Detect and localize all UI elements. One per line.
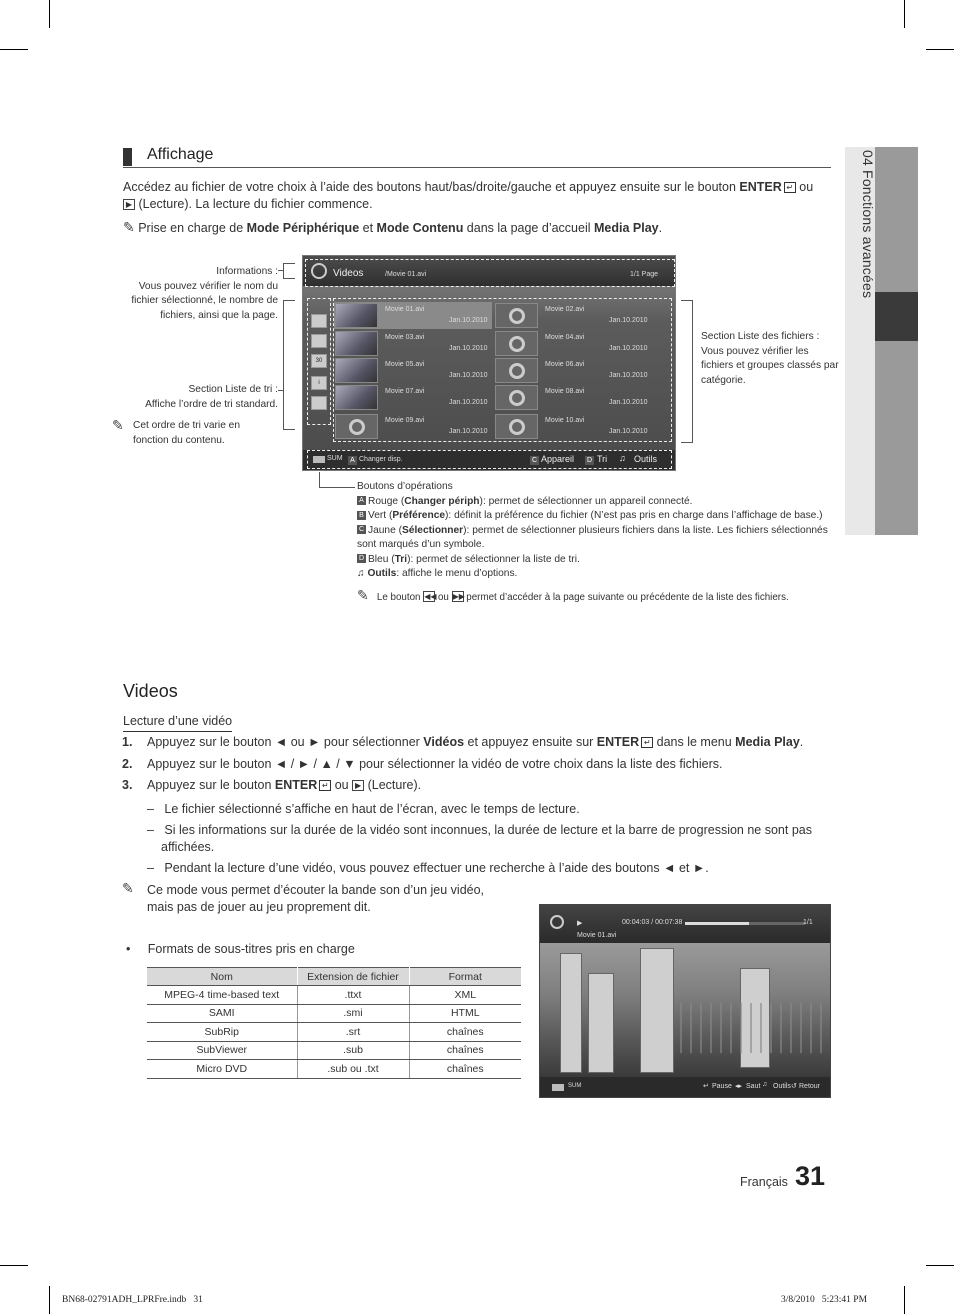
playback-time: 00:04:03 / 00:07:38	[622, 919, 683, 926]
file-date: Jan.10.2010	[609, 345, 648, 352]
connector-sort	[283, 300, 295, 430]
chapter-tab-marker	[875, 292, 918, 341]
blue-key-icon: D	[358, 555, 365, 563]
film-reel-icon	[550, 915, 564, 929]
footer-tools[interactable]: Outils	[634, 454, 658, 464]
enter-icon: ↵	[784, 182, 796, 193]
table-row	[147, 1060, 521, 1079]
footer-sum: SUM	[327, 455, 343, 462]
file-date: Jan.10.2010	[449, 345, 488, 352]
giraffe-figure	[588, 973, 614, 1073]
person-sort-icon[interactable]	[311, 396, 327, 410]
table-row	[147, 1023, 521, 1042]
playback-filename: Movie 01.avi	[577, 932, 617, 939]
play-icon: ▶	[123, 199, 135, 210]
ops-dash-box	[307, 450, 672, 469]
return-icon: ↺	[791, 1083, 797, 1090]
section-title-videos: Videos	[123, 681, 178, 701]
tools-icon: ♫	[357, 568, 368, 579]
skip-icon: ◂▸	[735, 1083, 743, 1090]
footer-sort[interactable]: Tri	[597, 454, 608, 464]
ops-yellow-cont: sont marqués d’un symbole.	[357, 539, 485, 550]
film-reel-icon	[509, 390, 525, 406]
crop-mark	[926, 49, 954, 50]
file-name: Movie 03.avi	[385, 334, 425, 341]
playback-count: 1/1	[803, 919, 813, 926]
playback-footer	[540, 1077, 830, 1098]
heading-bar	[123, 148, 132, 166]
video-thumbnail	[335, 358, 378, 383]
note-icon: ✎	[122, 880, 134, 896]
step-2: 2. Appuyez sur le bouton ◄ / ► / ▲ / ▼ pour sélectionner la vidéo de votre choix dans la liste des fichiers.	[122, 757, 723, 771]
giraffe-figure	[560, 953, 582, 1073]
game-note: Ce mode vous permet d’écouter la bande son d’un jeu vidéo, mais pas de jouer au jeu proprement dit.	[147, 883, 485, 914]
giraffe-figure	[640, 948, 674, 1073]
screen-path: /Movie 01.avi	[385, 271, 427, 278]
note-icon: ✎	[112, 417, 124, 433]
file-name: Movie 09.avi	[385, 417, 425, 424]
chapter-tab-strip	[875, 147, 918, 535]
callout-sort-note: Cet ordre de tri varie en fonction du contenu.	[133, 420, 241, 446]
column-header: Extension de fichier	[297, 968, 409, 986]
file-name: Movie 06.avi	[545, 361, 585, 368]
connector-line	[278, 270, 283, 271]
page-number: 31	[795, 1161, 826, 1191]
table-row	[147, 1041, 521, 1060]
ops-red: A Rouge (Changer périph): permet de sélectionner un appareil connecté.	[357, 495, 837, 510]
video-frame-giraffes	[540, 943, 831, 1077]
footer-device[interactable]: Appareil	[541, 454, 575, 464]
yellow-key-icon: C	[531, 457, 538, 464]
list-item[interactable]	[333, 303, 491, 329]
film-reel-thumbnail	[495, 358, 538, 383]
tools-icon: ♫	[619, 453, 626, 463]
section-title: Affichage	[147, 146, 214, 163]
table-header-row	[147, 968, 521, 986]
play-state-icon: ▶	[577, 920, 583, 927]
file-name: Movie 08.avi	[545, 388, 585, 395]
print-datetime: 3/8/2010 5:23:41 PM	[781, 1295, 868, 1305]
table-row	[147, 986, 521, 1005]
film-reel-thumbnail	[495, 385, 538, 410]
date-sort-icon[interactable]: 30	[311, 354, 327, 368]
note-icon: ✎	[123, 219, 135, 235]
ops-blue: D Bleu (Tri): permet de sélectionner la liste de tri.	[358, 553, 580, 565]
progress-bar	[685, 922, 805, 925]
rewind-icon: ◀◀	[424, 592, 437, 602]
sum-icon	[552, 1084, 564, 1091]
yellow-key-icon: C	[358, 526, 365, 534]
file-date: Jan.10.2010	[609, 399, 648, 406]
list-item[interactable]	[493, 385, 651, 411]
table-cell: .srt	[297, 1023, 409, 1042]
table-cell: SAMI	[147, 1004, 297, 1023]
film-reel-thumbnail	[335, 414, 378, 439]
connector-line	[319, 487, 355, 488]
crop-mark	[904, 1286, 905, 1314]
dash-item-2: – Si les informations sur la durée de la vidéo sont inconnues, la durée de lecture et la barre de progression ne sont pas affichées.	[147, 823, 812, 854]
dash-item-1: – Le fichier sélectionné s’affiche en haut de l’écran, avec le temps de lecture.	[147, 802, 580, 816]
section-heading-affichage	[123, 146, 831, 168]
red-key-icon: A	[348, 456, 357, 465]
file-date: Jan.10.2010	[609, 372, 648, 379]
info-dash-box	[305, 259, 675, 287]
table-cell: chaînes	[409, 1041, 521, 1060]
crop-mark	[926, 1265, 954, 1266]
intro-paragraph: Accédez au fichier de votre choix à l’aide des boutons haut/bas/droite/gauche et appuyez ensuite sur le bouton ENTER ↵ ou ▶ (Lecture). La lecture du fichier commence.	[123, 180, 814, 211]
footer-language: Français	[740, 1175, 788, 1189]
green-key-icon: B	[357, 511, 366, 520]
screen-title: Videos	[333, 268, 364, 279]
media-play-screen	[302, 255, 676, 471]
file-name: Movie 10.avi	[545, 417, 585, 424]
list-item[interactable]	[333, 358, 491, 384]
table-cell: SubViewer	[147, 1041, 297, 1060]
table-cell: MPEG-4 time-based text	[147, 986, 297, 1005]
crop-mark	[0, 1265, 28, 1266]
step-1: 1. Appuyez sur le bouton ◄ ou ► pour sélectionner Vidéos et appuyez ensuite sur ENTER ↵ dans le menu Media Play.	[122, 735, 804, 749]
table-cell: chaînes	[409, 1023, 521, 1042]
blue-key-icon: D	[586, 457, 593, 464]
bullet-subtitle-formats: • Formats de sous-titres pris en charge	[126, 942, 355, 956]
note-icon: ✎	[357, 586, 369, 603]
footer-change-device[interactable]: Changer disp.	[359, 456, 403, 463]
table-cell: .ttxt	[297, 986, 409, 1005]
connector-line	[278, 390, 283, 391]
print-file-info: BN68-02791ADH_LPRFre.indb 31	[62, 1295, 203, 1305]
file-date: Jan.10.2010	[609, 317, 648, 324]
table-cell: .sub ou .txt	[297, 1060, 409, 1079]
connector-info	[283, 263, 295, 279]
crop-mark	[49, 0, 50, 28]
film-reel-thumbnail	[495, 414, 538, 439]
table-row	[147, 1004, 521, 1023]
file-date: Jan.10.2010	[449, 428, 488, 435]
play-icon: ▶	[352, 780, 364, 791]
column-header: Format	[409, 968, 521, 986]
connector-filelist	[681, 300, 693, 443]
video-playback-screen	[539, 904, 831, 1098]
file-name: Movie 05.avi	[385, 361, 425, 368]
screen-page: 1/1 Page	[630, 271, 659, 278]
list-item[interactable]	[493, 414, 651, 440]
table-cell: Micro DVD	[147, 1060, 297, 1079]
ops-note: ✎ Le bouton ◀◀ ou ▶▶ permet d’accéder à la page suivante ou précédente de la liste des fichiers.	[357, 586, 789, 603]
film-reel-icon	[509, 419, 525, 435]
film-reel-icon	[349, 419, 365, 435]
file-date: Jan.10.2010	[449, 317, 488, 324]
file-date: Jan.10.2010	[449, 399, 488, 406]
footer-pause[interactable]: Pause	[712, 1083, 732, 1090]
crop-mark	[0, 49, 28, 50]
ops-title: Boutons d’opérations	[357, 481, 453, 492]
film-reel-thumbnail	[495, 331, 538, 356]
file-date: Jan.10.2010	[609, 428, 648, 435]
sort-list	[311, 298, 331, 428]
footer-skip[interactable]: Saut	[746, 1083, 761, 1090]
callout-filelist: Section Liste des fichiers : Vous pouvez vérifier les fichiers et groupes classés par catégorie.	[701, 331, 839, 386]
step-3: 3. Appuyez sur le bouton ENTER ↵ ou ▶ (Lecture).	[122, 778, 422, 792]
crop-mark	[904, 0, 905, 28]
enter-icon: ↵	[703, 1083, 709, 1090]
progress-fill	[685, 922, 749, 925]
support-note: ✎ Prise en charge de Mode Périphérique et Mode Contenu dans la page d’accueil Media Play.	[123, 219, 663, 235]
chapter-label: 04 Fonctions avancées	[860, 150, 876, 299]
video-thumbnail	[335, 331, 378, 356]
film-reel-icon	[509, 336, 525, 352]
list-item[interactable]	[333, 331, 491, 357]
list-item[interactable]	[493, 303, 651, 329]
ops-description	[357, 480, 837, 605]
table-cell: XML	[409, 986, 521, 1005]
video-thumbnail	[335, 303, 378, 328]
fast-forward-icon: ▶▶	[452, 592, 465, 602]
table-cell: .sub	[297, 1041, 409, 1060]
callout-sort: Section Liste de tri : Affiche l’ordre de tri standard.	[145, 384, 278, 410]
list-item[interactable]	[493, 331, 651, 357]
file-name: Movie 04.avi	[545, 334, 585, 341]
list-item[interactable]	[333, 414, 491, 440]
list-item[interactable]	[333, 385, 491, 411]
ops-yellow: C Jaune (Sélectionner): permet de sélectionner plusieurs fichiers dans la liste. Les fichiers sélectionnés	[358, 524, 828, 536]
title-sort-icon[interactable]	[311, 334, 327, 348]
dash-item-3: – Pendant la lecture d’une vidéo, vous pouvez effectuer une recherche à l’aide des boutons ◄ et ►.	[147, 861, 709, 875]
enter-icon: ↵	[641, 737, 653, 748]
table-cell: SubRip	[147, 1023, 297, 1042]
film-reel-thumbnail	[495, 303, 538, 328]
film-reel-icon	[509, 363, 525, 379]
enter-icon: ↵	[319, 780, 331, 791]
video-thumbnail	[335, 385, 378, 410]
crop-mark	[49, 1286, 50, 1314]
footer-back[interactable]: Retour	[799, 1083, 821, 1090]
footer-sum: SUM	[568, 1083, 582, 1089]
subtitle-formats-table	[147, 967, 521, 1079]
fence	[680, 1003, 830, 1053]
tools-icon: ♫	[762, 1081, 768, 1088]
callout-info: Informations : Vous pouvez vérifier le nom du fichier sélectionné, le nombre de fichiers, ainsi que la page.	[131, 266, 278, 321]
film-reel-icon	[509, 308, 525, 324]
file-name: Movie 02.avi	[545, 306, 585, 313]
column-header: Nom	[147, 968, 297, 986]
list-item[interactable]	[493, 358, 651, 384]
info-sort-icon[interactable]: i	[311, 376, 327, 390]
folder-icon[interactable]	[311, 314, 327, 328]
file-name: Movie 01.avi	[385, 306, 425, 313]
file-name: Movie 07.avi	[385, 388, 425, 395]
ops-tools: ♫ Outils: affiche le menu d’options.	[357, 568, 518, 579]
connector-ops	[319, 472, 320, 487]
table-cell: chaînes	[409, 1060, 521, 1079]
table-cell: HTML	[409, 1004, 521, 1023]
footer-tools[interactable]: Outils	[773, 1083, 791, 1090]
file-date: Jan.10.2010	[449, 372, 488, 379]
table-cell: .smi	[297, 1004, 409, 1023]
ops-green: B Vert (Préférence): définit la préférence du fichier (N’est pas pris en charge dans l’affichage de base.)	[357, 509, 837, 524]
red-key-icon: A	[357, 496, 366, 505]
subsection-title: Lecture d’une vidéo	[123, 713, 232, 732]
